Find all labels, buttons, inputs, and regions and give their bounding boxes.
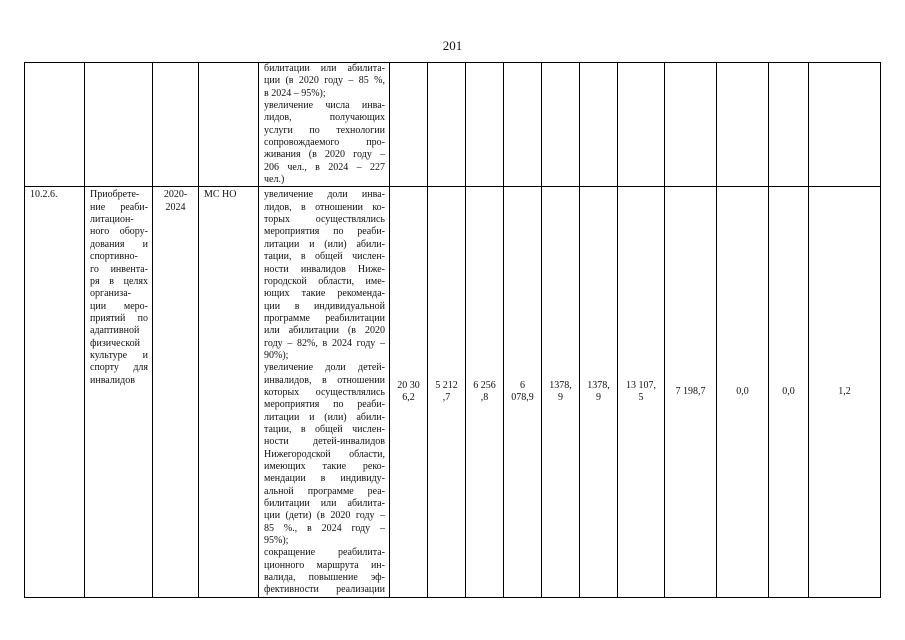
text-line: альной программе реа- — [264, 485, 385, 497]
text-line: 206 чел., в 2024 – 227 — [264, 161, 385, 173]
page-number: 201 — [442, 38, 463, 53]
measure-name-cell — [85, 63, 153, 187]
value-cell: 20 30 6,2 — [390, 187, 428, 597]
text-line: ционного маршрута ин- — [264, 559, 385, 571]
text-line: мероприятия по реаби- — [264, 226, 385, 238]
executor-cell — [199, 63, 259, 187]
text-line: имеющих такие реко- — [264, 461, 385, 472]
text-line: ного обору- — [90, 226, 148, 238]
value-cell — [466, 63, 504, 187]
executor-cell: МС НО — [199, 187, 259, 597]
text-line: 90%); — [264, 349, 289, 361]
text-line: программе реабилитации — [264, 312, 385, 324]
text-line: ции (в 2020 году – 85 %, — [264, 75, 385, 87]
period-cell: 2020- 2024 — [153, 187, 199, 597]
text-line: чел.) — [264, 174, 285, 186]
value-cell — [665, 63, 717, 187]
text-line: в 2024 – 95%); — [264, 87, 326, 99]
text-line: литацион- — [90, 214, 134, 226]
value-cell: 6 256 ,8 — [466, 187, 504, 597]
text-line: 85 %., в 2024 году – — [264, 522, 385, 534]
value-cell: 7 198,7 — [665, 187, 717, 597]
text-line: сопровождаемого про- — [264, 137, 385, 149]
value-cell: 1378, 9 — [542, 187, 580, 597]
value-cell: 5 212 ,7 — [428, 187, 466, 597]
text-line: тации, в общей числен- — [264, 423, 385, 435]
value-cell — [809, 63, 881, 187]
text-line: адаптивной — [90, 325, 140, 337]
text-line: увеличение доли детей- — [264, 362, 385, 374]
text-line: приятий по — [90, 312, 148, 324]
value-cell: 0,0 — [769, 187, 809, 597]
text-line: или абилитации (в 2020 — [264, 325, 385, 337]
table-row — [25, 63, 881, 187]
text-line: дования и — [90, 238, 148, 250]
expected-results-cell — [259, 187, 390, 597]
value-cell — [618, 63, 665, 187]
text-line: спорту для — [90, 362, 148, 374]
text-line: мендации в индивиду- — [264, 473, 385, 485]
program-measures-table — [24, 62, 881, 598]
text-line: фективности реализации — [264, 584, 385, 596]
value-cell — [717, 63, 769, 187]
expected-results-cell — [259, 63, 390, 187]
text-line: 95%); — [264, 535, 289, 547]
text-line: культуре и — [90, 349, 148, 361]
measure-name-cell — [85, 187, 153, 597]
row-number-cell — [25, 63, 85, 187]
text-line: ние реаби- — [90, 201, 148, 213]
value-cell: 0,0 — [717, 187, 769, 597]
text-line: Нижегородской области, — [264, 448, 385, 460]
text-line: лидов, в отношении ко- — [264, 201, 385, 213]
text-line: инвалидов, в отношении — [264, 374, 385, 386]
value-cell — [769, 63, 809, 187]
text-line: инвалидов — [90, 374, 135, 386]
text-line: билитации или абилита- — [264, 498, 385, 510]
text-line: спортивно- — [90, 251, 138, 263]
text-line: тации, в общей числен- — [264, 251, 385, 263]
table-row — [25, 187, 881, 597]
value-cell: 6 078,9 — [504, 187, 542, 597]
text-line: Приобрете- — [90, 189, 140, 201]
text-line: услуги по технологии — [264, 124, 385, 136]
text-line: ции меро- — [90, 300, 148, 312]
text-line: литации и (или) абили- — [264, 411, 385, 423]
text-line: увеличение доли инва- — [264, 189, 385, 201]
text-line: литации и (или) абили- — [264, 238, 385, 250]
text-line: году – 82%, в 2024 году – — [264, 337, 385, 349]
text-line: сокращение реабилита- — [264, 547, 385, 559]
value-cell — [580, 63, 618, 187]
value-cell — [542, 63, 580, 187]
text-line: мероприятия по реаби- — [264, 399, 385, 411]
text-line: ности инвалидов Ниже- — [264, 263, 385, 275]
value-cell: 1,2 — [809, 187, 881, 597]
text-line: ции в индивидуальной — [264, 300, 385, 312]
text-line: торых осуществлялись — [264, 214, 385, 226]
text-line: ции (дети) (в 2020 году – — [264, 510, 385, 522]
text-line: валида, повышение эф- — [264, 572, 385, 584]
text-line: ющих такие рекоменда- — [264, 288, 385, 300]
text-line: го инвента- — [90, 263, 148, 275]
text-line: организа- — [90, 288, 131, 300]
text-line: увеличение числа инва- — [264, 100, 385, 112]
value-cell: 1378, 9 — [580, 187, 618, 597]
text-line: живания (в 2020 году – — [264, 149, 385, 161]
text-line: ности детей-инвалидов — [264, 436, 385, 448]
value-cell — [504, 63, 542, 187]
text-line: городской области, име- — [264, 275, 385, 287]
text-line: которых осуществлялись — [264, 386, 385, 398]
text-line: билитации или абилита- — [264, 63, 385, 74]
period-cell — [153, 63, 199, 187]
value-cell: 13 107, 5 — [618, 187, 665, 597]
row-number-cell: 10.2.6. — [25, 187, 85, 597]
value-cell — [390, 63, 428, 187]
text-line: физической — [90, 337, 140, 349]
text-line: ря в целях — [90, 275, 148, 287]
text-line: лидов, получающих — [264, 112, 385, 124]
value-cell — [428, 63, 466, 187]
